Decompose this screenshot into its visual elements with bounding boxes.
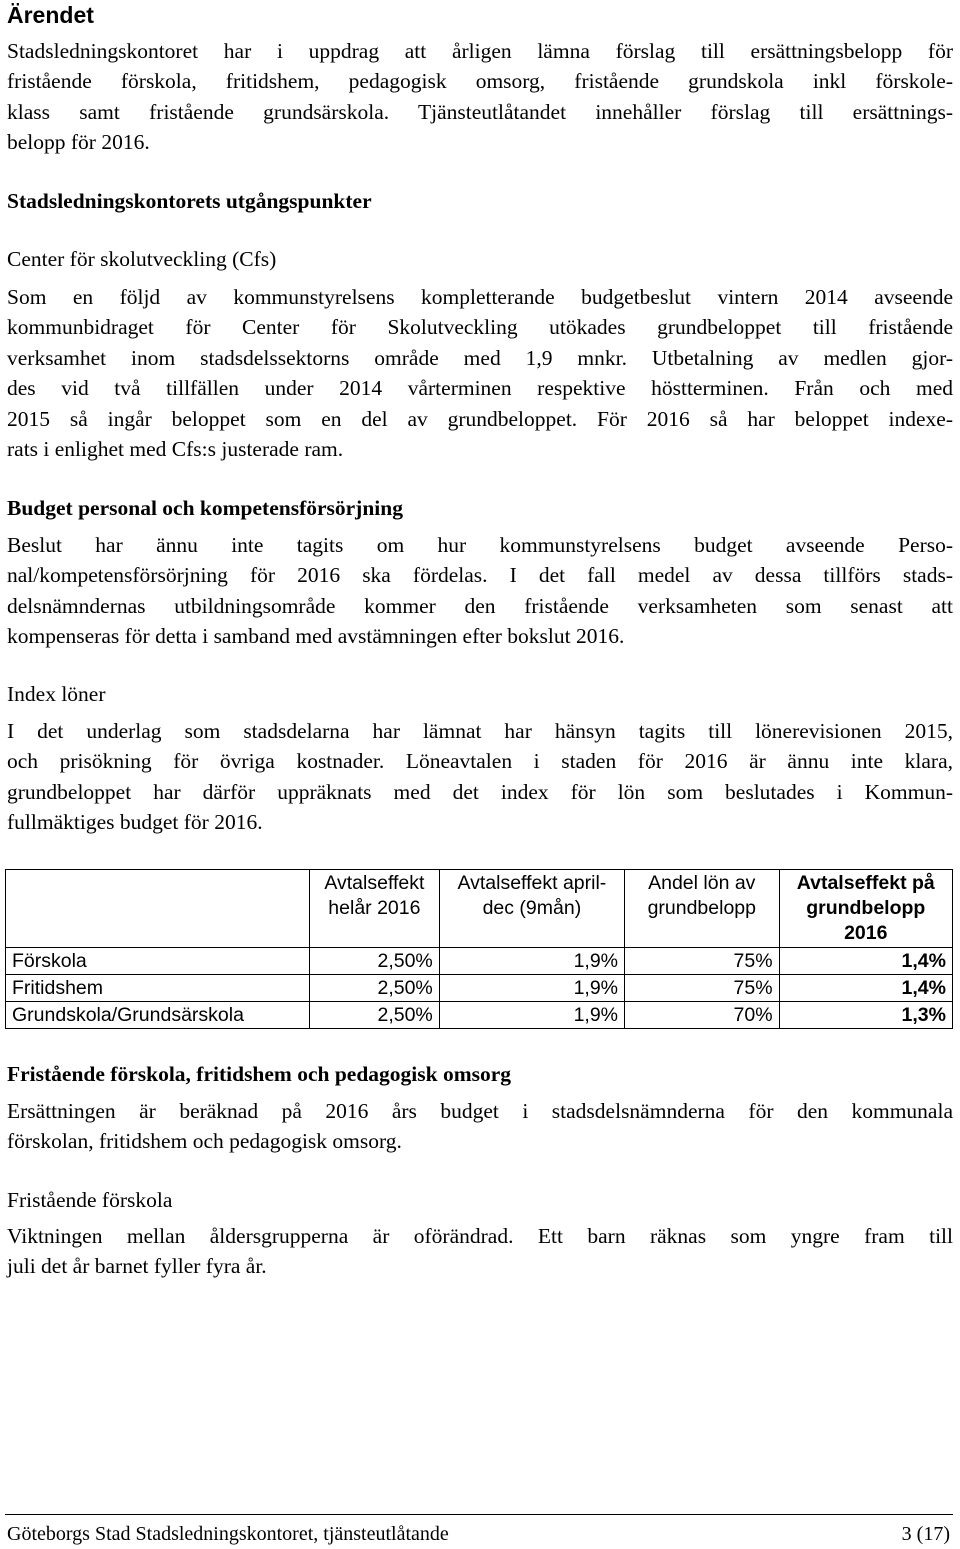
footer-organization: Göteborgs Stad Stadsledningskontoret, tjänsteutlåtande xyxy=(7,1523,449,1545)
text-line: juli det år barnet fyller fyra år. xyxy=(7,1254,267,1279)
section-heading-forskola: Fristående förskola, fritidshem och pedagogisk omsorg xyxy=(7,1062,512,1086)
table-cell: 1,9% xyxy=(439,948,624,975)
text-line: Ersättningen är beräknad på 2016 års budget i stadsdelsnämnderna för den kommunala xyxy=(7,1099,953,1123)
section-heading-budget: Budget personal och kompetensförsörjning xyxy=(7,496,403,520)
table-row xyxy=(6,1002,953,1029)
table-cell: 75% xyxy=(625,948,780,975)
table-header-cell: Avtalseffekt april-dec (9mån) xyxy=(439,870,624,948)
table-cell: 1,9% xyxy=(439,975,624,1002)
text-line: fullmäktiges budget för 2016. xyxy=(7,810,263,835)
text-line: Stadsledningskontoret har i uppdrag att årligen lämna förslag till ersättningsbelopp för xyxy=(7,39,953,63)
section-heading-utgangspunkter: Stadsledningskontorets utgångspunkter xyxy=(7,189,372,213)
table-cell: Fritidshem xyxy=(6,975,310,1002)
text-line: Beslut har ännu inte tagits om hur kommunstyrelsens budget avseende Perso- xyxy=(7,533,953,557)
budget-paragraph xyxy=(7,530,953,652)
table-header-row xyxy=(6,870,953,948)
table-cell: 70% xyxy=(625,1002,780,1029)
forskola-paragraph xyxy=(7,1096,953,1157)
table-header-cell: Andel lön av grundbelopp xyxy=(625,870,780,948)
table-cell: 2,50% xyxy=(310,948,440,975)
text-line: belopp för 2016. xyxy=(7,130,150,155)
table-cell: 1,3% xyxy=(779,1002,952,1029)
index-paragraph xyxy=(7,716,953,838)
text-line: kompenseras för detta i samband med avstämningen efter bokslut 2016. xyxy=(7,624,625,649)
section-heading-cfs: Center för skolutveckling (Cfs) xyxy=(7,247,277,271)
page-number: 3 (17) xyxy=(901,1523,950,1545)
avtalseffekt-table xyxy=(5,869,953,1029)
text-line: nal/kompetensförsörjning för 2016 ska fördelas. I det fall medel av dessa tillförs stads- xyxy=(7,563,953,588)
fristaende-paragraph xyxy=(7,1221,953,1282)
table-row xyxy=(6,975,953,1002)
text-line: delsnämndernas utbildningsområde kommer den fristående verksamheten som senast att xyxy=(7,593,953,618)
intro-paragraph xyxy=(7,36,953,158)
text-line: fristående förskola, fritidshem, pedagogisk omsorg, fristående grundskola inkl förskole- xyxy=(7,69,953,94)
table-cell: 1,4% xyxy=(779,948,952,975)
table-cell: Förskola xyxy=(6,948,310,975)
text-line: rats i enlighet med Cfs:s justerade ram. xyxy=(7,437,344,462)
table-header-cell: Avtalseffekt på grundbelopp 2016 xyxy=(779,870,952,948)
footer-divider xyxy=(5,1514,953,1515)
table-cell: 1,4% xyxy=(779,975,952,1002)
text-line: kommunbidraget för Center för Skolutveckling utökades grundbeloppet till fristående xyxy=(7,315,953,340)
text-line: Viktningen mellan åldersgrupperna är oförändrad. Ett barn räknas som yngre fram till xyxy=(7,1224,953,1248)
text-line: Som en följd av kommunstyrelsens kompletterande budgetbeslut vintern 2014 avseende xyxy=(7,285,953,309)
cfs-paragraph xyxy=(7,282,953,464)
page-title: Ärendet xyxy=(7,2,94,28)
table-header-cell: Avtalseffekt helår 2016 xyxy=(310,870,440,948)
table-cell: Grundskola/Grundsärskola xyxy=(6,1002,310,1029)
text-line: klass samt fristående grundsärskola. Tjänsteutlåtandet innehåller förslag till ersättnings- xyxy=(7,99,953,124)
table-cell: 2,50% xyxy=(310,1002,440,1029)
table-cell: 1,9% xyxy=(439,1002,624,1029)
table-header-cell xyxy=(6,870,310,948)
table-cell: 75% xyxy=(625,975,780,1002)
text-line: grundbeloppet har därför uppräknats med det index för lön som beslutades i Kommun- xyxy=(7,779,953,804)
text-line: des vid två tillfällen under 2014 vårterminen respektive höstterminen. Från och med xyxy=(7,376,953,401)
text-line: verksamhet inom stadsdelssektorns område med 1,9 mnkr. Utbetalning av medlen gjor- xyxy=(7,345,953,370)
text-line: förskolan, fritidshem och pedagogisk omsorg. xyxy=(7,1129,402,1154)
section-heading-fristaende: Fristående förskola xyxy=(7,1188,173,1212)
section-heading-index: Index löner xyxy=(7,682,106,706)
text-line: I det underlag som stadsdelarna har lämnat har hänsyn tagits till lönerevisionen 2015, xyxy=(7,719,953,743)
table-cell: 2,50% xyxy=(310,975,440,1002)
text-line: och prisökning för övriga kostnader. Löneavtalen i staden för 2016 är ännu inte klara, xyxy=(7,749,953,774)
table-row xyxy=(6,948,953,975)
text-line: 2015 så ingår beloppet som en del av grundbeloppet. För 2016 så har beloppet indexe- xyxy=(7,406,953,431)
